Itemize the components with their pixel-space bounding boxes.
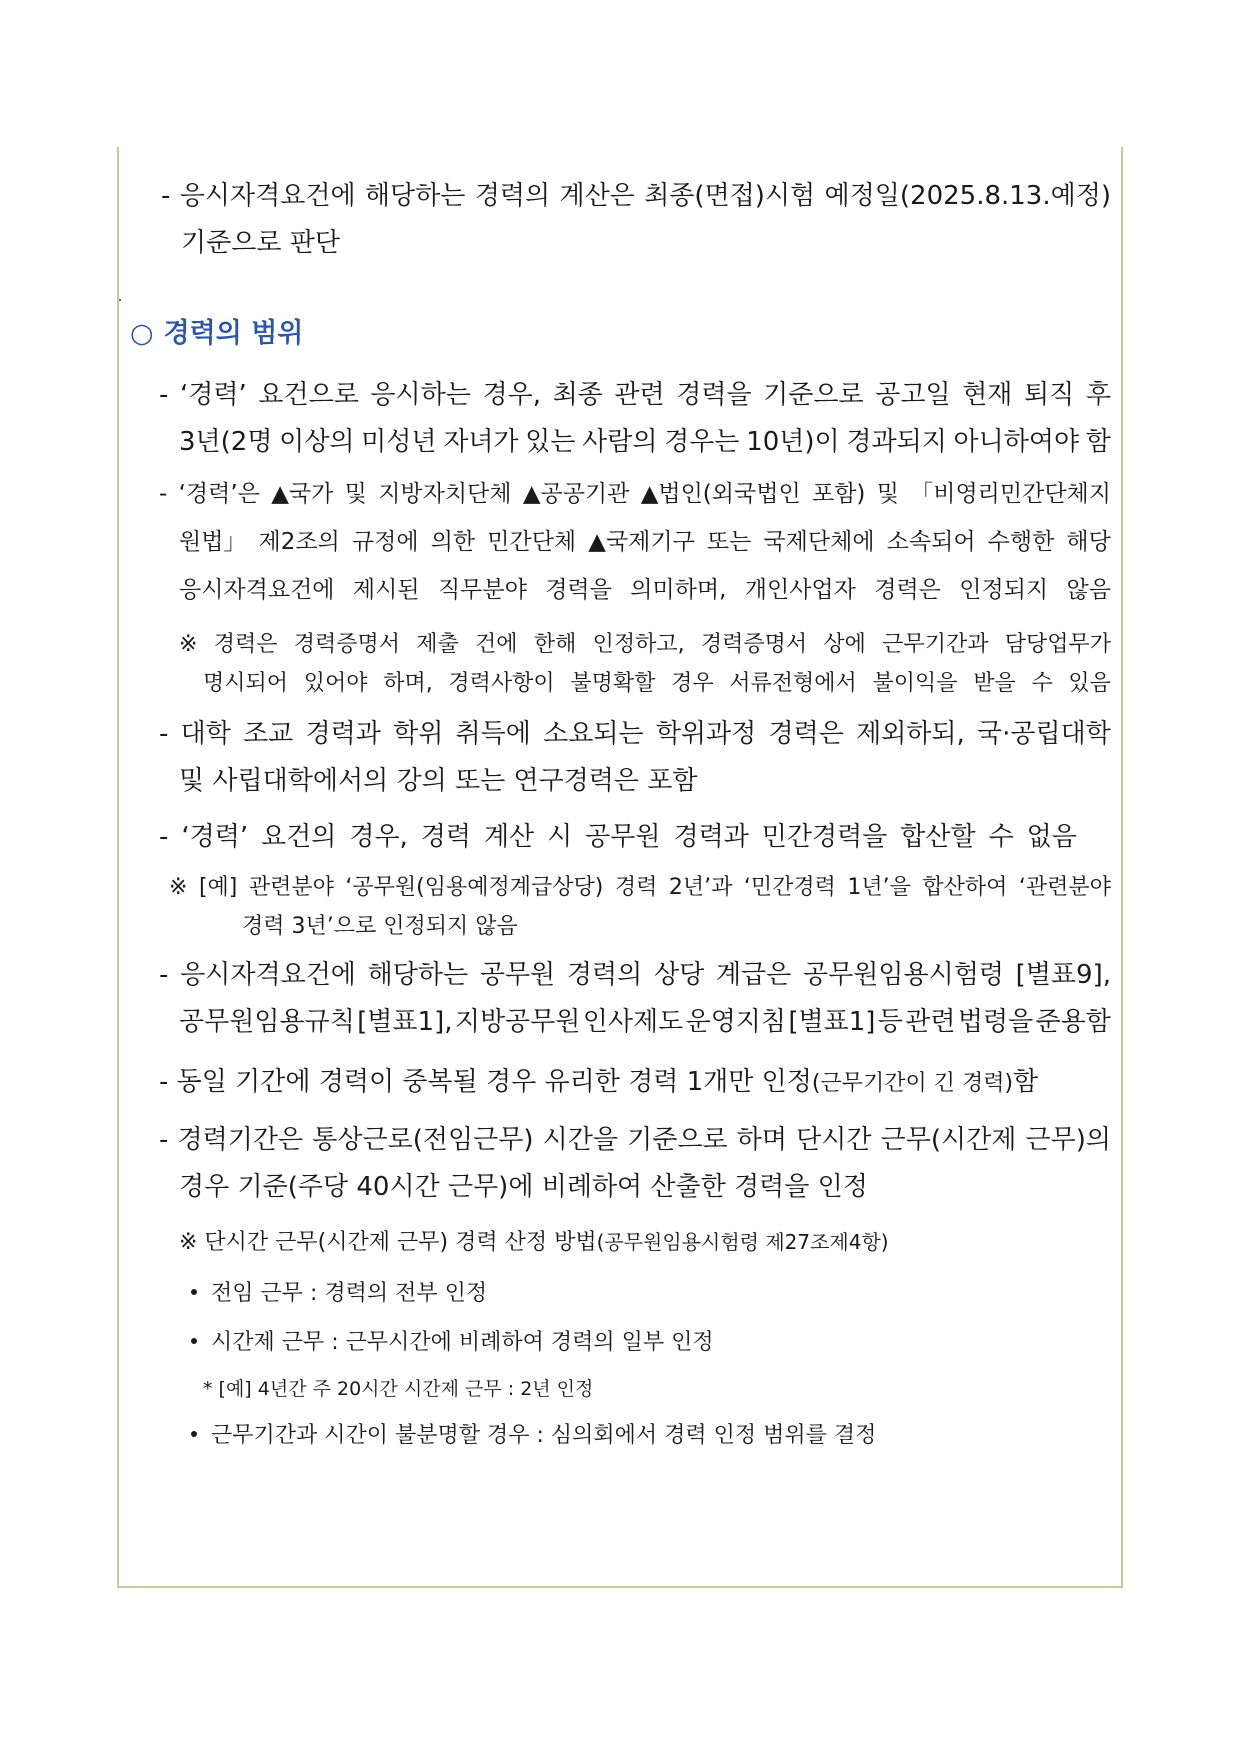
- word: 합산할: [900, 822, 976, 852]
- note-1-line-1: [179, 634, 1111, 656]
- word: 시간을: [542, 1125, 618, 1155]
- word: -: [159, 960, 169, 990]
- word: [별표9],: [1015, 960, 1111, 990]
- word: 한해: [533, 632, 577, 657]
- word: 최종(면접)시험: [644, 181, 816, 211]
- bullet-2-example: * [예] 4년간 주 20시간 시간제 근무 : 2년 인정: [203, 1378, 594, 1400]
- word: 경력은: [874, 577, 941, 603]
- word: 소속되어: [886, 529, 976, 555]
- word: 원법」: [179, 529, 247, 555]
- word: 통상근로(전임근무): [312, 1125, 534, 1155]
- word: 인정하고,: [592, 632, 685, 657]
- word: 제2조의: [258, 529, 340, 555]
- word: 있음: [1068, 671, 1111, 696]
- word: 경우,: [482, 380, 541, 410]
- word: 국·공립대학: [977, 719, 1111, 749]
- word: 10년)이: [746, 427, 840, 457]
- item-1-line-2: [179, 429, 1111, 455]
- word: 응시하는: [370, 380, 471, 410]
- word: [별표1],: [357, 1007, 453, 1037]
- basis-line-2: 기준으로 판단: [181, 228, 340, 258]
- word: 또는: [706, 529, 752, 555]
- word: 응시자격요건에: [179, 181, 356, 211]
- word: 및: [876, 481, 899, 507]
- word: 상에: [823, 632, 866, 657]
- word: 제출: [416, 632, 459, 657]
- word: 취득에: [455, 719, 531, 749]
- word: 수: [1031, 671, 1053, 696]
- word: ‘경력’: [179, 380, 247, 410]
- item-2-line-1: [159, 483, 1111, 506]
- word: 경과되지: [846, 427, 947, 457]
- circle-marker-icon: ○: [130, 318, 154, 349]
- word: 조교: [243, 719, 294, 749]
- note-3-text: ※ 단시간 근무(시간제 근무) 경력 산정 방법: [179, 1230, 597, 1255]
- word: 요건의: [261, 822, 337, 852]
- word: -: [159, 719, 169, 749]
- word: 경력: [420, 822, 471, 852]
- word: 관련: [614, 380, 665, 410]
- word: -: [161, 181, 171, 211]
- word: 지방공무원: [454, 1007, 581, 1037]
- word: -: [159, 822, 169, 852]
- bullet-1: [191, 1283, 487, 1305]
- word: 지방자치단체: [378, 481, 512, 507]
- item-5-line-2: [179, 1009, 1111, 1035]
- word: ‘공무원(임용예정계급상당): [345, 875, 604, 900]
- word: 함: [1085, 427, 1111, 457]
- word: 공무원임용규칙: [179, 1007, 355, 1037]
- note-2-line-2: 경력 3년’으로 인정되지 않음: [242, 914, 518, 939]
- word: 경력과: [305, 719, 381, 749]
- word: 응시자격요건에: [179, 577, 335, 603]
- word: ▲법인(외국법인: [640, 481, 801, 507]
- word: ※: [169, 875, 188, 900]
- word: 서류전형에서: [729, 671, 857, 696]
- word: 제시된: [352, 577, 420, 603]
- word: 기준으로: [627, 1125, 728, 1155]
- word: 있는: [525, 427, 576, 457]
- word: 국제단체에: [763, 529, 875, 555]
- word: ‘경력’은: [178, 481, 260, 507]
- item-1-line-1: [159, 382, 1111, 408]
- word: 경우는: [664, 427, 740, 457]
- word: 및: [344, 481, 367, 507]
- word: 의한: [430, 529, 476, 555]
- word: 있어야: [303, 671, 368, 696]
- bullet-1-text: 전임 근무 : 경력의 전부 인정: [211, 1281, 488, 1306]
- word: 경력은: [768, 719, 844, 749]
- section-heading: [130, 320, 303, 347]
- word: ‘경력’: [181, 822, 249, 852]
- item-4-line-1: [159, 824, 1077, 850]
- word: 공무원: [585, 822, 661, 852]
- word: 없음: [1026, 822, 1077, 852]
- word: 계급은: [715, 960, 792, 990]
- word: 수행한: [987, 529, 1055, 555]
- word: 직무분야: [437, 577, 527, 603]
- word: 미성년: [361, 427, 437, 457]
- word: 경력기간은: [177, 1125, 304, 1155]
- word: 3년(2명: [179, 427, 273, 457]
- word: ※: [179, 632, 198, 657]
- word: 응시자격요건에: [180, 960, 356, 990]
- word: 제외하되,: [856, 719, 965, 749]
- word: [별표1]: [788, 1007, 876, 1037]
- word: 의미하며,: [630, 577, 727, 603]
- bullet-2-text: 시간제 근무 : 근무시간에 비례하여 경력의 일부 인정: [211, 1330, 714, 1355]
- word: 계산은: [559, 181, 635, 211]
- word: 등: [877, 1007, 903, 1037]
- word: 민간경력을: [761, 822, 888, 852]
- word: 불명확할: [570, 671, 656, 696]
- note-1-line-2: [203, 673, 1111, 695]
- word: 해당하는: [367, 960, 469, 990]
- word: 준용함: [1035, 1007, 1111, 1037]
- word: 현재: [962, 380, 1013, 410]
- word: 해당하는: [364, 181, 466, 211]
- word: 경력의: [474, 181, 551, 211]
- item-7-line-2: 경우 기준(주당 40시간 근무)에 비례하여 산출한 경력을 인정: [179, 1172, 868, 1202]
- word: 담당업무가: [1004, 632, 1111, 657]
- word: 인사제도: [582, 1007, 684, 1037]
- word: 경력을: [545, 577, 612, 603]
- note-2-line-1: [169, 877, 1111, 899]
- word: -: [159, 481, 168, 507]
- word: 사람의: [582, 427, 658, 457]
- bullet-dot-icon: [191, 1338, 197, 1344]
- word: 민간단체: [487, 529, 577, 555]
- basis-line-1: [161, 183, 1111, 209]
- word: ‘관련분야: [1018, 875, 1111, 900]
- item-5-line-1: [159, 962, 1111, 988]
- word: 건에: [475, 632, 518, 657]
- word: 학위: [393, 719, 444, 749]
- item-6-end: 함: [1013, 1067, 1039, 1097]
- word: 해당: [1066, 529, 1111, 555]
- stray-dot: [119, 299, 121, 301]
- word: 공무원임용시험령: [803, 960, 1004, 990]
- word: 합산하여: [922, 875, 1008, 900]
- word: 개인사업자: [744, 577, 856, 603]
- word: 최종: [552, 380, 603, 410]
- word: 1년’을: [847, 875, 911, 900]
- word: 경력증명서: [293, 632, 400, 657]
- note-3-line: [179, 1232, 889, 1254]
- item-3-line-1: [159, 721, 1111, 747]
- word: 아니하여야: [953, 427, 1080, 457]
- word: 경력사항이: [448, 671, 555, 696]
- bullet-dot-icon: [191, 1431, 197, 1437]
- item-6-text: - 동일 기간에 경력이 중복될 경우 유리한 경력 1개만 인정: [159, 1067, 812, 1097]
- word: 이상의: [279, 427, 355, 457]
- word: 않음: [1066, 577, 1111, 603]
- bullet-3: [191, 1425, 876, 1447]
- item-7-line-1: [159, 1127, 1111, 1153]
- word: 기준으로: [763, 380, 864, 410]
- word: 명시되어: [203, 671, 289, 696]
- word: ‘민간경력: [743, 875, 836, 900]
- word: 예정일(2025.8.13.예정): [824, 181, 1111, 211]
- bullet-dot-icon: [191, 1289, 197, 1295]
- word: -: [159, 380, 169, 410]
- word: 수: [988, 822, 1014, 852]
- word: 관련: [905, 1007, 956, 1037]
- word: 근무기간과: [882, 632, 989, 657]
- word: 근무)의: [1025, 1125, 1111, 1155]
- note-3-aside: (공무원임용시험령 제27조제4항): [596, 1230, 889, 1254]
- word: 법령을: [957, 1007, 1034, 1037]
- word: 경력: [614, 875, 658, 900]
- bullet-2: [191, 1332, 714, 1354]
- word: 하며,: [383, 671, 433, 696]
- item-2-line-2: [179, 531, 1111, 554]
- word: 운영지침: [685, 1007, 787, 1037]
- word: 경력은: [213, 632, 278, 657]
- word: 자녀가: [443, 427, 519, 457]
- word: 경력의: [566, 960, 643, 990]
- word: 단시간: [796, 1125, 872, 1155]
- word: 공무원: [479, 960, 556, 990]
- word: 요건으로: [258, 380, 359, 410]
- word: 소요되는: [543, 719, 644, 749]
- content-box: [117, 147, 1123, 1588]
- item-6-aside: (근무기간이 긴 경력): [811, 1071, 1014, 1096]
- word: 계산: [483, 822, 535, 852]
- word: 하며: [736, 1125, 787, 1155]
- item-2-line-3: [179, 579, 1111, 602]
- word: ▲국가: [271, 481, 334, 507]
- word: 경우: [671, 671, 714, 696]
- word: 후: [1085, 380, 1111, 410]
- word: 상당: [653, 960, 705, 990]
- word: 「비영리민간단체지: [910, 481, 1111, 507]
- word: 근무(시간제: [880, 1125, 1017, 1155]
- word: 포함): [811, 481, 866, 507]
- word: 퇴직: [1024, 380, 1075, 410]
- word: 2년’과: [668, 875, 733, 900]
- word: -: [159, 1125, 169, 1155]
- word: 경력과: [673, 822, 749, 852]
- word: 규정에: [351, 529, 419, 555]
- word: [예]: [198, 875, 238, 900]
- word: 대학: [180, 719, 231, 749]
- word: 받을: [973, 671, 1016, 696]
- item-3-line-2: 및 사립대학에서의 강의 또는 연구경력은 포함: [179, 766, 698, 796]
- word: 공고일: [875, 380, 951, 410]
- word: 불이익을: [872, 671, 958, 696]
- word: 경우,: [349, 822, 408, 852]
- word: 학위과정: [655, 719, 757, 749]
- word: 인정되지: [959, 577, 1049, 603]
- bullet-3-text: 근무기간과 시간이 불분명할 경우 : 심의회에서 경력 인정 범위를 결정: [211, 1423, 877, 1448]
- word: 경력증명서: [700, 632, 808, 657]
- word: 시: [547, 822, 573, 852]
- word: ▲공공기관: [522, 481, 630, 507]
- word: 경력을: [676, 380, 752, 410]
- section-heading-text: 경력의 범위: [163, 318, 304, 349]
- word: 관련분야: [248, 875, 334, 900]
- word: ▲국제기구: [588, 529, 695, 555]
- item-6-line: [159, 1069, 1038, 1095]
